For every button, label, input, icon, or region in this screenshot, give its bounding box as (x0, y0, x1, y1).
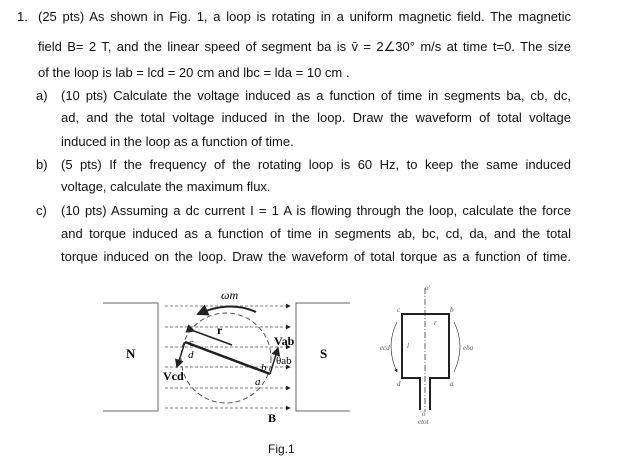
label-a: a (255, 376, 261, 388)
label-d: d (188, 349, 194, 361)
label-vab: Vab (274, 334, 295, 348)
part-c-line-3: torque induced on the loop. Draw the waveform of total torque as a function of time. (61, 249, 571, 264)
part-c-line-2: and torque induced as a function of time in segments ab, bc, cd, da, and the total (61, 226, 571, 241)
label-ecd: ecd (380, 344, 390, 352)
part-a-line-3: induced in the loop as a function of time. (61, 134, 294, 149)
label-ra: a (450, 380, 454, 388)
label-s: S (320, 346, 328, 361)
part-b-label: b) (36, 157, 48, 172)
part-c-line-1: (10 pts) Assuming a dc current I = 1 A is flowing through the loop, calculate the force (61, 203, 571, 218)
intro-line-3: of the loop is lab = lcd = 20 cm and lbc = lda = 10 cm . (38, 65, 350, 80)
label-rr: r (434, 319, 437, 327)
label-b-field: B (268, 411, 277, 425)
figure-caption: Fig.1 (268, 442, 295, 456)
problem-number: 1. (17, 9, 28, 24)
part-b-line-2: voltage, calculate the maximum flux. (61, 179, 271, 194)
part-b-line-1: (5 pts) If the frequency of the rotating loop is 60 Hz, to keep the same induced (61, 157, 571, 172)
part-a-line-1: (10 pts) Calculate the voltage induced as a function of time in segments ba, cb, dc, (61, 88, 571, 103)
label-axis: o' (425, 284, 430, 292)
part-c-label: c) (36, 203, 47, 218)
vcd-arrow (177, 342, 185, 367)
label-vcd: Vcd (163, 369, 184, 383)
part-a-line-2: ad, and the total voltage induced in the loop. Draw the waveform of total voltage (61, 110, 571, 125)
label-r: r (217, 323, 223, 337)
label-etot: etot (418, 418, 429, 426)
label-rd: d (397, 380, 401, 388)
label-rb: b (450, 306, 454, 314)
label-rc: c (397, 306, 401, 314)
part-a-label: a) (36, 88, 48, 103)
label-n: N (126, 346, 136, 361)
intro-line-1: (25 pts) As shown in Fig. 1, a loop is rotating in a uniform magnetic field. The magnetic (38, 9, 571, 24)
label-theta: θab (276, 355, 292, 367)
label-c: c (189, 337, 194, 349)
label-rl: l (407, 342, 409, 350)
r-vector (194, 331, 232, 345)
label-omega: ωm (221, 288, 239, 302)
label-b: b (261, 362, 267, 374)
label-o: o (422, 410, 426, 418)
intro-line-2: field B= 2 T, and the linear speed of segment ba is v̄ = 2∠30° m/s at time t=0. The size (38, 39, 571, 54)
label-eba: eba (463, 344, 474, 352)
